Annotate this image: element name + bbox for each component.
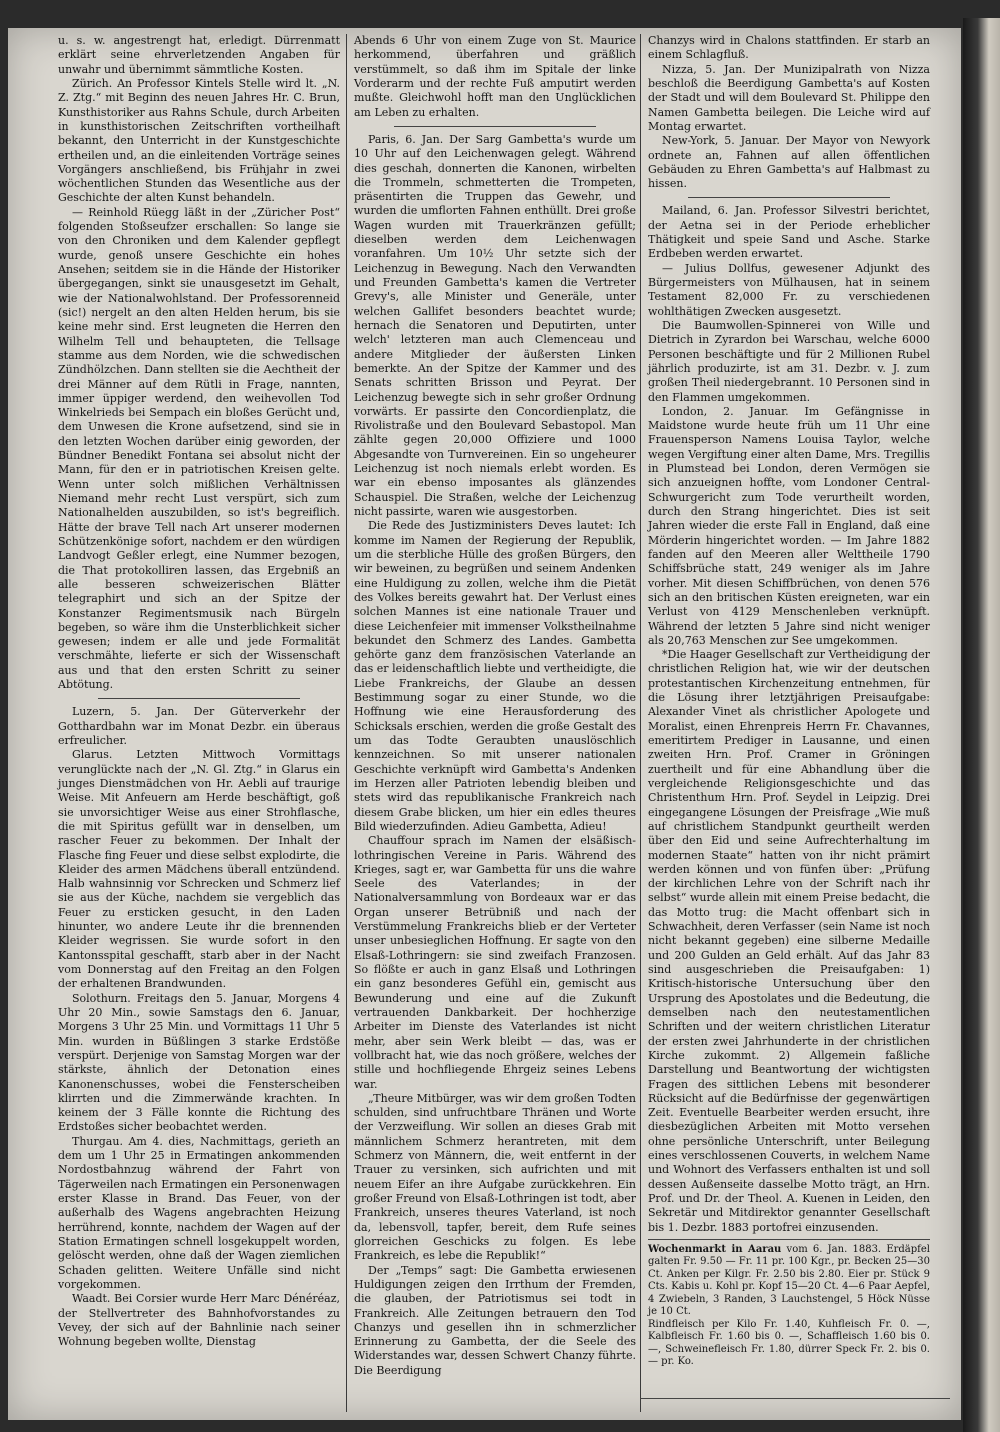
separator xyxy=(688,197,890,198)
article-paragraph: Chanzys wird in Chalons stattfinden. Er starb an einem Schlagfluß. xyxy=(648,34,930,62)
page-edge xyxy=(963,18,1000,1432)
column-2 xyxy=(354,34,636,1378)
column-rule-2 xyxy=(640,34,641,1412)
market-meat-prices: Rindfleisch per Kilo Fr. 1.40, Kuhfleisch Fr. 0. —, Kalbfleisch Fr. 1.60 bis 0. —, Schaffleisch 1.60 bis 0. —, Schweinefleisch Fr. 1.80, dürrer Speck Fr. 2. bis 0. — pr. Ko. xyxy=(648,1318,930,1368)
column-3 xyxy=(648,34,930,1369)
article-spinnerei: Die Baumwollen-Spinnerei von Wille und Dietrich in Zyrardon bei Warschau, welche 6000 Personen beschäftigte und für 2 Millionen Rubel jährlich produzirte, ist am 31. Dezbr. v. J. zum großen Theil niedergebrannt. 10 Personen sind in den Flammen umgekommen. xyxy=(648,318,930,404)
article-paragraph: u. s. w. angestrengt hat, erledigt. Dürrenmatt erklärt seine ehrverletzenden Angaben für unwahr und übernimmt sämmtliche Kosten. xyxy=(58,34,340,76)
article-paragraph: Abends 6 Uhr von einem Zuge von St. Maurice herkommend, überfahren und gräßlich verstümmelt, so daß ihm im Spitale der linke Vorderarm und der rechte Fuß amputirt werden mußte. Gleichwohl hofft man den Unglücklichen am Leben zu erhalten. xyxy=(354,34,636,119)
article-luzern: Luzern, 5. Jan. Der Güterverkehr der Gotthardbahn war im Monat Dezbr. ein überaus erfreulicher. xyxy=(58,705,340,747)
market-report xyxy=(648,1239,930,1369)
article-zurich: Zürich. An Professor Kintels Stelle wird lt. „N. Z. Ztg.“ mit Beginn des neuen Jahres Hr. C. Brun, Kunsthistoriker aus Rahns Schule, durch Arbeiten in kunsthistorischen Zeitschriften vortheilhaft bekannt, den Unterricht in der Kunstgeschichte ertheilen und, an die einleitenden Vorträge seines Vorgängers anschließend, bis Frühjahr in zwei wöchentlichen Stunden das Wesentliche aus der Geschichte der alten Kunst behandeln. xyxy=(58,76,340,205)
article-solothurn: Solothurn. Freitags den 5. Januar, Morgens 4 Uhr 20 Min., sowie Samstags den 6. Januar, Morgens 3 Uhr 25 Min. und Vormittags 11 Uhr 5 Min. wurden in Büßlingen 3 starke Erdstöße verspürt. Derjenige von Samstag Morgen war der stärkste, ähnlich der Detonation eines Kanonenschusses, wobei die Fensterscheiben klirrten und die Zimmerwände krachten. In keinem der 3 Fälle konnte die Richtung des Erdstoßes sicher beobachtet werden. xyxy=(58,991,340,1134)
article-glarus: Glarus. Letzten Mittwoch Vormittags verunglückte nach der „N. Gl. Ztg.“ in Glarus ein junges Dienstmädchen von Hr. Aebli auf traurige Weise. Mit Anfeuern am Herde beschäftigt, goß sie unvorsichtiger Weise aus einer Strohflasche, die mit Spiritus gefüllt war in denselben, um rascher Feuer zu bekommen. Der Inhalt der Flasche fing Feuer und diese selbst explodirte, die Kleider des armen Mädchens überall entzündend. Halb wahnsinnig vor Schrecken und Schmerz lief sie aus der Küche, nachdem sie vergeblich das Feuer zu ersticken gesucht, in den Laden hinunter, wo andere Leute ihr die brennenden Kleider wegrissen. Sie wurde sofort in den Kantonsspital geschafft, starb aber in der Nacht vom Donnerstag auf den Freitag an den Folgen der erhaltenen Brandwunden. xyxy=(58,748,340,991)
article-quote: „Theure Mitbürger, was wir dem großen Todten schulden, sind unfruchtbare Thränen und Worte der Verzweiflung. Wir sollen an dieses Grab mit männlichem Schmerz herantreten, mit dem Schmerz von Männern, die, weit entfernt in der Trauer zu versinken, sich aufrichten und mit neuem Eifer an ihre Aufgabe zurückkehren. Ein großer Freund von Elsaß-Lothringen ist todt, aber Frankreich, unseres theures Vaterland, ist noch da, lebensvoll, tapfer, bereit, dem Rufe seines glorreichen Geschicks zu folgen. Es lebe Frankreich, es lebe die Republik!“ xyxy=(354,1091,636,1263)
article-chauffour: Chauffour sprach im Namen der elsäßisch-lothringischen Vereine in Paris. Während des Krieges, sagt er, war Gambetta für uns die wahre Seele des Vaterlandes; in der Nationalversammlung von Bordeaux war er das Organ unserer Betrübniß und nach der Verstümmelung Frankreichs blieb er der Verteter unser unbesieglichen Hoffnung. Er sagte von den Elsaß-Lothringern: sie sind zweifach Franzosen. So flößte er auch in ganz Elsaß und Lothringen ein ganz besonderes Gefühl ein, gemischt aus Bewunderung und eine auf die Zukunft vertrauenden Dankbarkeit. Der hochherzige Arbeiter im Dienste des Vaterlandes ist nicht mehr, aber sein Werk bleibt — das, was er vollbracht hat, wie das noch größere, welches der stille und hochfliegende Ehrgeiz seines Lebens war. xyxy=(354,834,636,1091)
article-paris: Paris, 6. Jan. Der Sarg Gambetta's wurde um 10 Uhr auf den Leichenwagen gelegt. Während dies geschah, donnerten die Kanonen, wirbelten die Trommeln, schmetterten die Trompeten, präsentirten die Truppen das Gewehr, und wurden die umflorten Fahnen enthüllt. Drei große Wagen wurden mit Trauerkränzen gefüllt; dieselben werden dem Leichenwagen voranfahren. Um 10½ Uhr setzte sich der Leichenzug in Bewegung. Nach den Verwandten und Freunden Gambetta's kamen die Vertreter Grevy's, alle Minister und Generäle, unter welchen Gallifet besonders beachtet wurde; hernach die Senatoren und Deputirten, unter welch' letzteren man auch Clemenceau und andere Mitglieder der äußersten Linken bemerkte. An der Spitze der Kammer und des Senats schritten Brisson und Peyrat. Der Leichenzug bewegte sich in sehr großer Ordnung vorwärts. Er passirte den Concordienplatz, die Rivolistraße und den Boulevard Sebastopol. Man zählte gegen 20,000 Offiziere und 1000 Abgesandte von Turnvereinen. Ein so ungeheurer Leichenzug ist noch niemals erlebt worden. Es war ein ebenso imposantes als glänzendes Schauspiel. Die Straßen, welche der Leichenzug nicht passirte, waren wie ausgestorben. xyxy=(354,132,636,518)
article-temps: Der „Temps“ sagt: Die Gambetta erwiesenen Huldigungen zeigen den Irrthum der Fremden, die glauben, der Patriotismus sei todt in Frankreich. Alle Zeitungen betrauern den Tod Chanzys und gesellen ihn in schmerzlicher Erinnerung zu Gambetta, der die Seele des Widerstandes war, dessen Schwert Chanzy führte. Die Beerdigung xyxy=(354,1263,636,1377)
column-1 xyxy=(58,34,340,1349)
article-deves-speech: Die Rede des Justizministers Deves lautet: Ich komme im Namen der Regierung der Republik, um die sterbliche Hülle des großen Bürgers, den wir beweinen, zu begrüßen und seinem Andenken eine Huldigung zu zollen, welche ihm die Pietät des Volkes bereits gewahrt hat. Der Verlust eines solchen Mannes ist eine nationale Trauer und diese Leichenfeier mit immenser Volkstheilnahme bekundet den Schmerz des Landes. Gambetta gehörte ganz dem französischen Vaterlande an das er leidenschaftlich liebte und vertheidigte, die Liebe Frankreichs, der Glaube an dessen Bestimmung sogar zu einer Stunde, wo die Hoffnung wie eine Herausforderung des Schicksals erschien, werden die große Gestalt des um das Todte Geraubten unauslöschlich kennzeichnen. So mit unserer nationalen Geschichte verknüpft wird Gambetta's Andenken im Herzen aller Patrioten lebendig bleiben und stets wird das republikanische Frankreich nach diesem Grabe blicken, um hier ein edles theures Bild wiederzufinden. Adieu Gambetta, Adieu! xyxy=(354,519,636,833)
separator xyxy=(98,698,300,699)
article-nizza: Nizza, 5. Jan. Der Munizipalrath von Nizza beschloß die Beerdigung Gambetta's auf Kosten der Stadt und will dem Boulevard St. Philippe den Namen Gambetta beilegen. Die Leiche wird auf Montag erwartet. xyxy=(648,62,930,133)
article-dollfus: — Julius Dollfus, gewesener Adjunkt des Bürgermeisters von Mülhausen, hat in seinem Testament 82,000 Fr. zu verschiedenen wohlthätigen Zwecken ausgesetzt. xyxy=(648,261,930,318)
column-rule-1 xyxy=(346,34,347,1412)
article-haager-gesellschaft: *Die Haager Gesellschaft zur Vertheidigung der christlichen Religion hat, wie wir der deutschen protestantischen Kirchenzeitung entnehmen, für die Lösung ihrer letztjährigen Preisaufgabe: Alexander Vinet als christlicher Apologete und Moralist, einen Ehrenpreis Herrn Fr. Chavannes, emeritirtem Prediger in Lausanne, und einen zweiten Hrn. Prof. Cramer in Gröningen zuertheilt und für eine Abhandlung über die vergleichende Religionsgeschichte und das Christenthum Hrn. Prof. Seydel in Leipzig. Drei eingegangene Lösungen der Preisfrage „Wie muß auf christlichem Standpunkt geurtheilt werden über den Eid und seine Aufrechterhaltung im modernen Staate“ hatten von ihr nicht prämirt werden können und von fünfen über: „Prüfung der kirchlichen Lehre von der Schrift nach ihr selbst“ wurde allein mit einem Preise bedacht, die das Motto trug: die Macht offenbart sich in Schwachheit, deren Verfasser (sein Name ist noch nicht bekannt gegeben) eine silberne Medaille und 200 Gulden an Geld erhält. Auf das Jahr 83 sind ausgeschrieben die Preisaufgaben: 1) Kritisch-historische Untersuchung über den Ursprung des Apostolates und die Bedeutung, die demselben nach den neutestamentlichen Schriften und der weitern christlichen Literatur der ersten zwei Jahrhunderte in der christlichen Kirche zukommt. 2) Allgemein faßliche Darstellung und Beantwortung der wichtigsten Fragen des sittlichen Lebens mit besonderer Rücksicht auf die Bedürfnisse der gegenwärtigen Zeit. Eventuelle Bearbeiter werden ersucht, ihre diesbezüglichen Arbeiten mit Motto versehen ohne persönliche Unterschrift, unter Beilegung eines verschlossenen Couverts, in welchem Name und Wohnort des Verfassers enthalten ist und soll dessen Außenseite dasselbe Motto trägt, an Hrn. Prof. und Dr. der Theol. A. Kuenen in Leiden, den Sekretär und Mitdirektor genannter Gesellschaft bis 1. Dezbr. 1883 portofrei einzusenden. xyxy=(648,648,930,1234)
article-new-york: New-York, 5. Januar. Der Mayor von Newyork ordnete an, Fahnen auf allen öffentlichen Gebäuden zu Ehren Gambetta's auf Halbmast zu hissen. xyxy=(648,134,930,191)
article-waadt: Waadt. Bei Corsier wurde Herr Marc Dénéréaz, der Stellvertreter des Bahnhofvorstandes zu Vevey, der sich auf der Bahnlinie nach seiner Wohnung begeben wollte, Dienstag xyxy=(58,1292,340,1349)
article-london: London, 2. Januar. Im Gefängnisse in Maidstone wurde heute früh um 11 Uhr eine Frauensperson Namens Louisa Taylor, welche wegen Vergiftung einer alten Dame, Mrs. Tregillis in Plumstead bei London, deren Vermögen sie sich anzueignen hoffte, vom Londoner Central-Schwurgericht zum Tode verurtheilt worden, durch den Strang hingerichtet. Dies ist seit Jahren wieder die erste Fall in England, daß eine Mörderin hingerichtet worden. — Im Jahre 1882 fanden auf den Meeren aller Welttheile 1790 Schiffsbrüche statt, 249 weniger als im Jahre vorher. Mit diesen Schiffbrüchen, von denen 576 sich an den britischen Küsten ereigneten, war ein Verlust von 4129 Menschenleben verknüpft. Während der letzten 5 Jahre sind nicht weniger als 20,763 Menschen zur See umgekommen. xyxy=(648,404,930,647)
market-text: vom 6. Jan. 1883. Erdäpfel galten Fr. 9.50 — Fr. 11 pr. 100 Kgr., pr. Becken 25—30 Ct. Anken per Kilgr. Fr. 2.50 bis 2.80. Eier pr. Stück 9 Cts. Kabis u. Kohl pr. Kopf 15—20 Ct. 4—6 Paar Aepfel, 4 Zwiebeln, 3 Randen, 3 Lauchstengel, 5 Höck Nüsse je 10 Ct. xyxy=(648,1243,930,1318)
article-mailand: Mailand, 6. Jan. Professor Silvestri berichtet, der Aetna sei in der Periode erheblicher Thätigkeit und speie Sand und Asche. Starke Erdbeben werden erwartet. xyxy=(648,204,930,261)
article-thurgau: Thurgau. Am 4. dies, Nachmittags, gerieth an dem um 1 Uhr 25 in Ermatingen ankommenden Nordostbahnzug während der Fahrt von Tägerweilen nach Ermatingen ein Personenwagen erster Klasse in Brand. Das Feuer, von der außerhalb des Wagens angebrachten Heizung herrührend, konnte, nachdem der Wagen auf der Station Ermatingen schnell losgekuppelt worden, gelöscht werden, ohne daß der Wagen ziemlichen Schaden gelitten. Weitere Unfälle sind nicht vorgekommen. xyxy=(58,1134,340,1291)
market-heading: Wochenmarkt in Aarau xyxy=(648,1243,782,1255)
article-rueegg: — Reinhold Rüegg läßt in der „Züricher Post“ folgenden Stoßseufzer erschallen: So lange sie von den Chroniken und dem Kalender gepflegt wurde, genoß unsere Geschichte ein hohes Ansehen; seitdem sie in die Hände der Historiker übergegangen, sinkt sie unausgesetzt im Gehalt, wie der Nationalwohlstand. Der Professorenneid (sic!) nergelt an den alten Helden herum, bis sie keine mehr sind. Erst leugneten die Herren den Wilhelm Tell und behaupteten, die Tellsage stamme aus dem Norden, wie die schwedischen Zündhölzchen. Dann stellten sie die Aechtheit der drei Männer auf dem Rütli in Frage, nannten, immer üppiger werdend, den weihevollen Tod Winkelrieds bei Sempach ein bloßes Gerücht und, dem Unwesen die Krone aufsetzend, sind sie in den letzten Wochen darüber einig geworden, der Bündner Benedikt Fontana sei absolut nicht der Mann, für den er in patriotischen Kreisen gelte. Wenn unter solch mißlichen Verhältnissen Niemand mehr recht Lust verspürt, sich zum Nationalhelden auszubilden, so ist's begreiflich. Hätte der brave Tell nach Art unserer modernen Schützenkönige sofort, nachdem er den würdigen Landvogt Geßler erlegt, eine Nummer bezogen, die That protokolliren lassen, das Ergebniß an alle besseren schweizerischen Blätter telegraphirt und sich an der Spitze der Konstanzer Regimentsmusik nach Bürgeln begeben, so wäre ihm die Unsterblichkeit sicher gewesen; indem er alle und jede Formalität verschmähte, lieferte er sich der Wissenschaft aus und that den ersten Schritt zu seiner Abtötung. xyxy=(58,205,340,692)
separator xyxy=(394,126,596,127)
bottom-rule xyxy=(640,1398,950,1399)
